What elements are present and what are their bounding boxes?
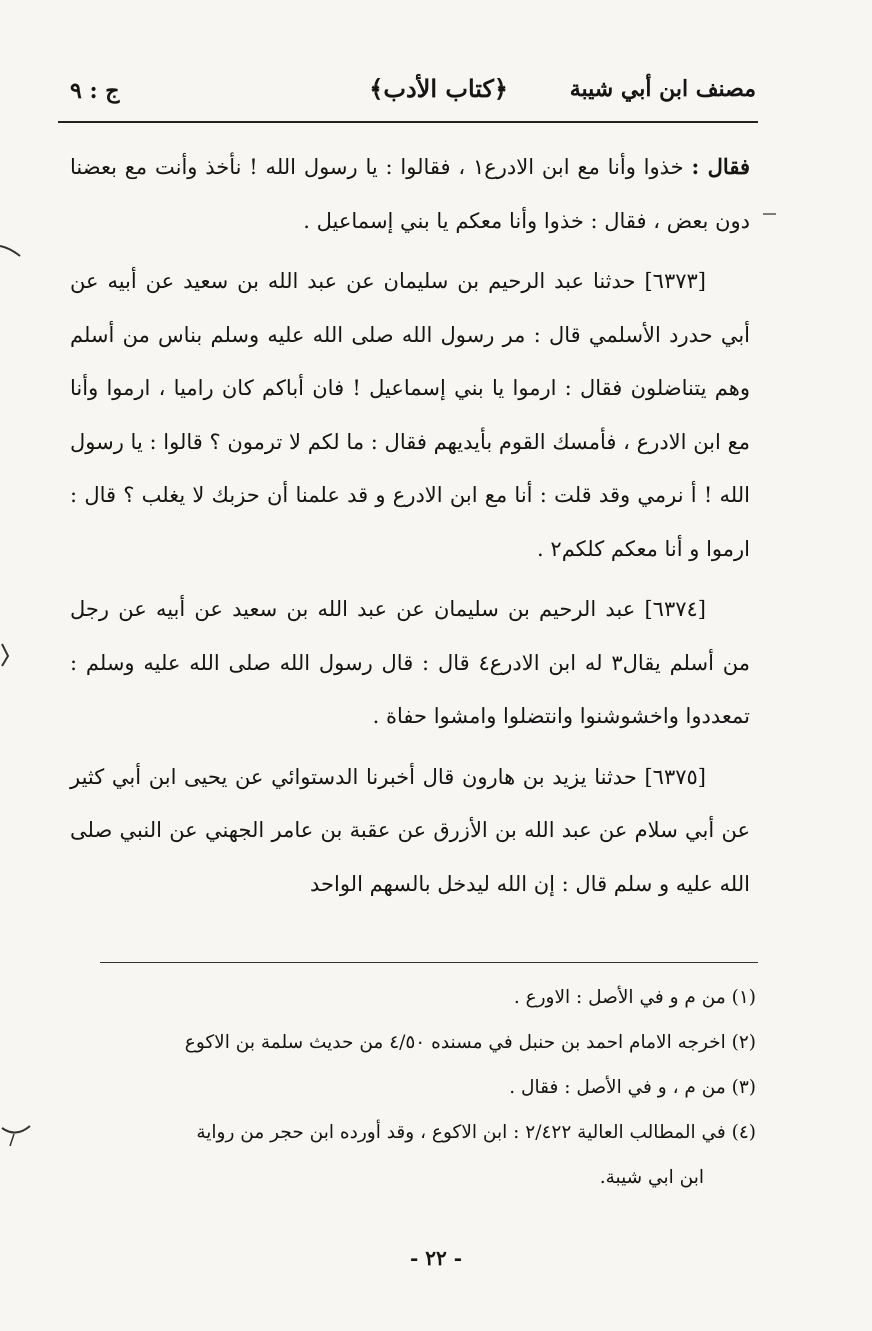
scan-edge-mark (0, 240, 22, 264)
volume-label: ج : ٩ (70, 78, 120, 104)
paragraph-text: حدثنا عبد الرحيم بن سليمان عن عبد الله بن سعيد عن أبيه عن أبي حدرد الأسلمي قال : مر رسول الله صلى الله عليه وسلم بناس من أسلم وهم يتناضلون فقال : ارموا يا بني إسماعيل ! فان أباكم كان راميا ، ارموا وأنا مع ابن الادرع ، فأمسك القوم بأيديهم فقال : ما لكم لا ترمون ؟ قالوا : يا رسول الله ! أ نرمي وقد قلت : أنا مع ابن الادرع و قد علمنا أن حزبك لا يغلب ؟ قال : ارموا و أنا معكم كلكم٢ . (70, 269, 750, 561)
scan-edge-mark (0, 640, 14, 670)
header-rule (58, 121, 758, 123)
footnote-3: (٣) من م ، و في الأصل : فقال . (509, 1077, 756, 1098)
footnote-4: (٤) في المطالب العالية ٢/٤٢٢ : ابن الاكوع ، وقد أورده ابن حجر من رواية (196, 1122, 756, 1143)
scan-edge-mark (762, 210, 778, 218)
hadith-number: [٦٣٧٤] (644, 597, 706, 621)
paragraph-lead: فقال : (691, 154, 750, 179)
paragraph-text: حدثنا يزيد بن هارون قال أخبرنا الدستوائي عن يحيى ابن أبي كثير عن أبي سلام عن عبد الله بن الأزرق عن عقبة بن عامر الجهني عن النبي صلى الله عليه و سلم قال : إن الله ليدخل بالسهم الواحد (70, 764, 750, 896)
hadith-number: [٦٣٧٥] (644, 764, 706, 789)
footnote-4-continuation: ابن ابي شيبة. (599, 1167, 704, 1188)
chapter-title: ﴿كتاب الأدب﴾ (369, 74, 508, 103)
paragraph-6374 (70, 583, 750, 744)
paragraph-text: خذوا وأنا مع ابن الادرع١ ، فقالوا : يا رسول الله ! نأخذ وأنت مع بعضنا دون بعض ، فقال : خذوا وأنا معكم يا بني إسماعيل . (70, 155, 750, 233)
paragraph-6375 (70, 751, 750, 912)
page-number: - ٢٢ - (409, 1246, 462, 1270)
paragraph-6373 (70, 255, 750, 576)
footnote-rule (100, 962, 758, 963)
footnotes (70, 975, 756, 1200)
page-header (66, 72, 756, 112)
paragraph-text: عبد الرحيم بن سليمان عن عبد الله بن سعيد عن أبيه عن رجل من أسلم يقال٣ له ابن الادرع٤ قال : قال رسول الله صلى الله عليه وسلم : تمعددوا واخشوشنوا وانتضلوا وامشوا حفاة . (70, 597, 750, 728)
hadith-number: [٦٣٧٣] (644, 269, 706, 293)
scan-edge-mark (0, 1118, 34, 1148)
running-title: مصنف ابن أبي شيبة (569, 76, 756, 102)
main-text (70, 140, 750, 918)
paragraph-1 (70, 140, 750, 248)
footnote-1: (١) من م و في الأصل : الاورع . (513, 987, 756, 1008)
footnote-2: (٢) اخرجه الامام احمد بن حنبل في مسنده ٤/٥٠ من حديث سلمة بن الاكوع (184, 1032, 756, 1053)
